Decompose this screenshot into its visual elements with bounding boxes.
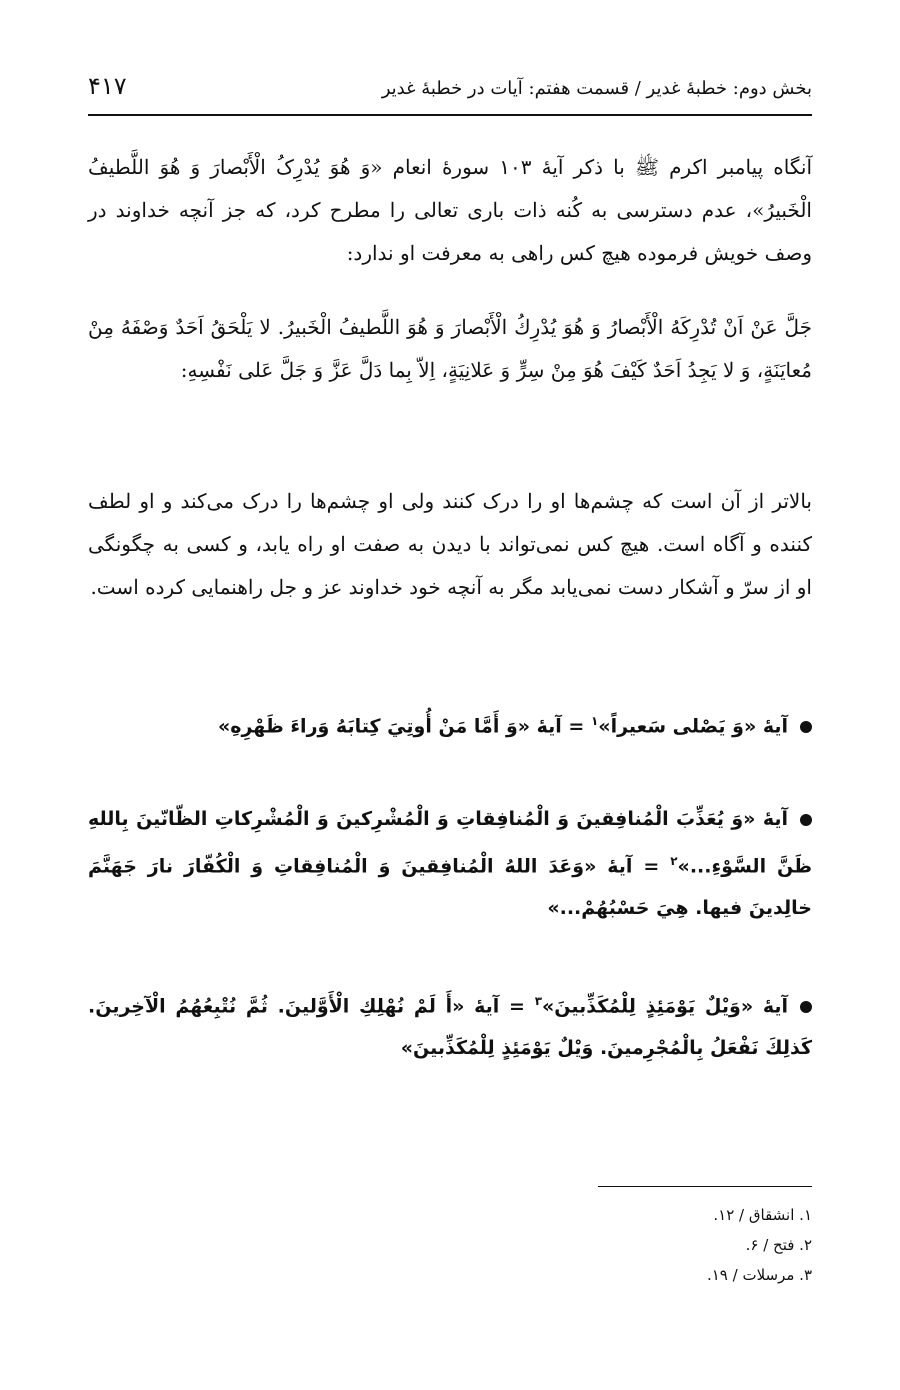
running-head: بخش دوم: خطبهٔ غدیر / قسمت هفتم: آیات در خطبهٔ غدیر bbox=[381, 78, 812, 99]
footnote-3: ۳. مرسلات / ۱۹. bbox=[706, 1266, 812, 1284]
footnote-2: ۲. فتح / ۶. bbox=[745, 1236, 812, 1254]
bullet-item-1 bbox=[88, 700, 812, 747]
footnote-ref-3[interactable]: ۳ bbox=[534, 994, 543, 1008]
bullet-dot-icon bbox=[800, 814, 812, 826]
bullet-dot-icon bbox=[800, 1001, 812, 1013]
footnote-ref-1[interactable]: ۱ bbox=[590, 714, 599, 728]
bullet-dot-icon bbox=[800, 721, 812, 733]
bullet-item-2 bbox=[88, 798, 812, 929]
bullet-3-parallel-verse: = آیهٔ «أَ لَمْ نُهْلِكِ الْأَوَّلينَ. ثُمَّ نُتْبِعُهُمُ الْآخِرينَ. كَذلِكَ نَفْعَلُ بِالْمُجْرِمينَ. وَيْلٌ يَوْمَئِذٍ لِلْمُكَذِّبينَ» bbox=[88, 995, 812, 1060]
bullet-item-3 bbox=[88, 980, 812, 1069]
paragraph-translation: بالاتر از آن است که چشم‌ها او را درک کنند ولی او چشم‌ها را درک می‌کند و او لطف کننده و آگاه است. هیچ کس نمی‌تواند با دیدن به صفت او راه یابد، و کسی به چگونگی او از سرّ و آشکار دست نمی‌یابد مگر به آنچه خود خداوند عز و جل راهنمایی کرده است. bbox=[88, 489, 812, 599]
page-header bbox=[88, 70, 812, 116]
footnote-ref-2[interactable]: ۲ bbox=[670, 854, 678, 868]
bullet-1-parallel-verse: = آیهٔ «وَ أَمَّا مَنْ أُوتِيَ كِتابَهُ وَراءَ ظَهْرِهِ» bbox=[217, 715, 591, 738]
paragraph-intro: آنگاه پیامبر اکرم ﷺ با ذکر آیهٔ ۱۰۳ سورهٔ انعام «وَ هُوَ يُدْرِکُ الْأَبْصارَ وَ هُوَ اللَّطيفُ الْخَبيرُ»، عدم دسترسی به کُنه ذات باری تعالی را مطرح کرد، که جز آنچه خداوند در وصف خویش فرموده هیچ کس راهی به معرفت او ندارد: bbox=[88, 155, 812, 265]
paragraph-arabic-quote: جَلَّ عَنْ اَنْ تُدْرِكَهُ الْأَبْصارُ وَ هُوَ يُدْرِكُ الْأَبْصارَ وَ هُوَ اللَّطيفُ الْخَبيرُ. لا يَلْحَقُ اَحَدٌ وَصْفَهُ مِنْ مُعايَنَةٍ، وَ لا يَجِدُ اَحَدٌ كَيْفَ هُوَ مِنْ سِرٍّ وَ عَلانِيَةٍ، اِلاّ بِما دَلَّ عَزَّ وَ جَلَّ عَلى نَفْسِهِ: bbox=[88, 315, 812, 382]
bullet-1-verse: آیهٔ «وَ يَصْلى سَعيراً» bbox=[598, 715, 788, 738]
bullet-2-parallel-verse: = آیهٔ «وَعَدَ اللهُ الْمُنافِقينَ وَ الْمُنافِقاتِ وَ الْكُفّارَ نارَ جَهَنَّمَ خالِدينَ فيها. هِيَ حَسْبُهُمْ...» bbox=[88, 855, 812, 920]
footnote-divider bbox=[598, 1186, 812, 1187]
bullet-3-verse: آیهٔ «وَيْلٌ يَوْمَئِذٍ لِلْمُكَذِّبينَ» bbox=[542, 995, 788, 1018]
page-number: ۴۱۷ bbox=[88, 72, 127, 100]
bullet-2-verse: آیهٔ «وَ يُعَذِّبَ الْمُنافِقينَ وَ الْمُنافِقاتِ وَ الْمُشْرِكينَ وَ الْمُشْرِكاتِ الظّانّينَ بِاللهِ ظَنَّ السَّوْءِ...» bbox=[88, 808, 812, 878]
footnote-1: ۱. انشقاق / ۱۲. bbox=[713, 1206, 812, 1224]
footnotes bbox=[512, 1200, 812, 1290]
